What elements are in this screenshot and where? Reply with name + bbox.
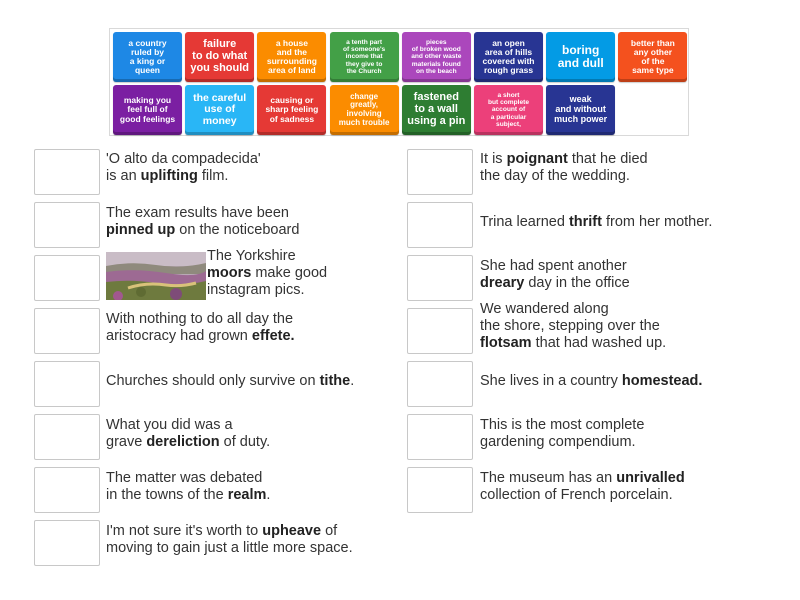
drop-box[interactable] [407,414,473,460]
target-word: homestead. [621,373,703,389]
target-word: dereliction [146,434,220,450]
statement-before: The exam results have been [106,205,289,221]
drop-box[interactable] [34,308,100,354]
drop-box[interactable] [407,255,473,301]
drop-box[interactable] [407,361,473,407]
definition-text: a country ruled by a king or queen [128,37,167,76]
statement-after: of duty. [219,434,271,450]
drop-box[interactable] [34,255,100,301]
target-word: flotsam [480,335,532,351]
target-word: pinned up [106,222,176,238]
statement-before: Churches should only survive on [106,373,320,389]
definition-text: change greatly, involving much trouble [338,91,390,127]
statement-text [480,417,644,451]
definition-text: a short but complete account of a particular subject, [487,92,530,128]
definition-text: an open area of hills covered with rough grass [482,37,535,76]
statement-before: Trina learned [480,214,569,230]
statement-after: collection of French porcelain. [480,487,673,503]
statement-before: The matter was debated in the towns of the [106,470,263,503]
target-word: thrift [568,214,602,230]
statement-before: With nothing to do all day the aristocracy had grown [106,311,294,344]
statement-before: We wandered along the shore, stepping over the [480,301,660,334]
definition-tile[interactable] [474,32,543,82]
statement-after: that had washed up. [531,335,667,351]
definition-text: pieces of broken wood and other waste materials found on the beach [411,39,462,75]
definition-text: causing or sharp feeling of sadness [265,95,319,124]
definition-text: weak and without much power [554,94,608,124]
statement-before: 'O alto da compadecida' is an [106,151,261,184]
target-word: unrivalled [616,470,685,486]
definition-tile[interactable] [546,85,615,135]
definition-text: a house and the surrounding area of land [266,37,317,76]
statement-before: She lives in a country [480,373,622,389]
definition-text: making you feel full of good feelings [119,95,176,124]
statement-before: It is [480,151,507,167]
definition-tile[interactable] [185,85,254,135]
drop-box[interactable] [34,520,100,566]
target-word: realm [227,487,267,503]
definition-tile[interactable] [618,32,687,82]
definition-tile[interactable] [402,85,471,135]
drop-box[interactable] [407,202,473,248]
definition-text: boring and dull [557,43,604,70]
target-word: dreary [480,275,525,291]
statement-before: The museum has an [480,470,617,486]
statement-after: make good instagram pics. [207,265,328,298]
statement-text [106,151,261,185]
definition-tile[interactable] [113,85,182,135]
drop-box[interactable] [34,467,100,513]
statement-text [480,470,685,504]
statement-text [480,258,630,292]
statement-after: film. [197,168,229,184]
drop-box[interactable] [34,361,100,407]
statement-after: from her mother. [601,214,713,230]
drop-box[interactable] [407,149,473,195]
drop-box[interactable] [34,414,100,460]
target-word: tithe [319,373,351,389]
target-word: poignant [506,151,568,167]
statement-before: This is the most complete gardening compendium. [480,417,645,450]
definition-text: a tenth part of someone's income that they give to the Church [342,39,386,75]
target-word: upheave [262,523,322,539]
definition-tile[interactable] [546,32,615,82]
statement-after: . [350,373,355,389]
statement-text [480,301,666,352]
drop-box[interactable] [34,149,100,195]
statement-after: . [266,487,271,503]
definition-tile[interactable] [113,32,182,82]
statement-after: of moving to gain just a little more space. [106,523,353,556]
target-word: moors [207,265,252,281]
statement-text [106,523,353,557]
statement-text [106,205,299,239]
definition-text: better than any other of the same type [630,37,675,76]
target-word: effete. [251,328,295,344]
definition-tile[interactable] [185,32,254,82]
statement-after: on the noticeboard [175,222,300,238]
drop-box[interactable] [34,202,100,248]
definition-tile[interactable] [257,85,326,135]
definition-text: failure to do what you should [190,38,250,74]
statement-text [480,151,648,185]
statement-text [106,470,270,504]
drop-box[interactable] [407,467,473,513]
statement-text [480,214,712,231]
statement-text [106,373,354,390]
statement-before: The Yorkshire [207,248,296,264]
definition-text: the careful use of money [193,92,247,127]
definition-tile[interactable] [474,85,543,135]
statement-before: She had spent another [480,258,627,274]
statement-after: day in the office [524,275,630,291]
statement-after: that he died the day of the wedding. [480,151,648,184]
definition-text: fastened to a wall using a pin [407,91,466,127]
statement-before: What you did was a grave [106,417,233,450]
statement-before: I'm not sure it's worth to [106,523,263,539]
moors-photo [106,252,206,300]
definition-tile[interactable] [402,32,471,82]
statement-text [207,248,327,299]
drop-box[interactable] [407,308,473,354]
definition-tile[interactable] [330,85,399,135]
statement-text [106,417,270,451]
statement-text [106,311,295,345]
statement-text [480,373,702,390]
definition-tile[interactable] [257,32,326,82]
target-word: uplifting [140,168,198,184]
definition-tile[interactable] [330,32,399,82]
